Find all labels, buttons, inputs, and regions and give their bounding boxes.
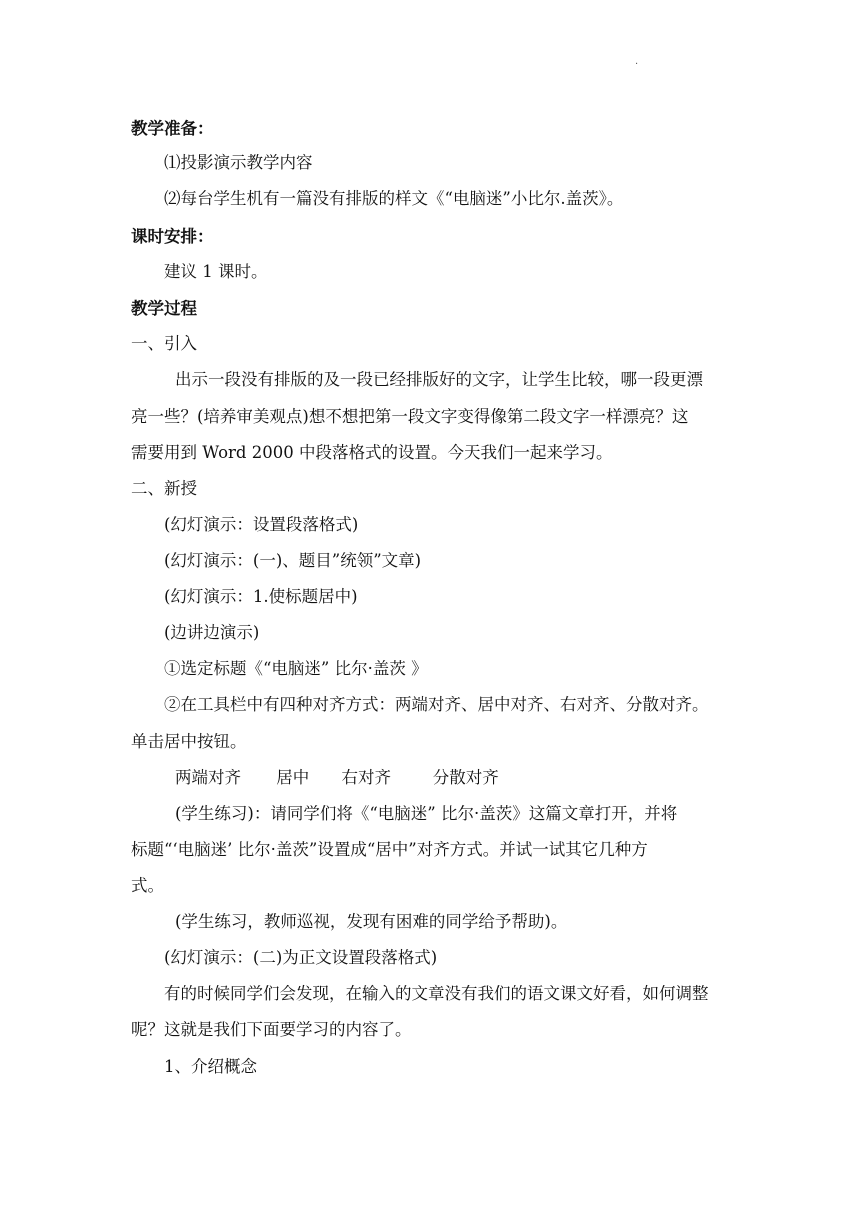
- practice-line-1: (学生练习)：请同学们将《“电脑迷” 比尔·盖茨》这篇文章打开，并将: [175, 804, 678, 823]
- body-line-1: 有的时候同学们会发现，在输入的文章没有我们的语文课文好看，如何调整: [164, 984, 709, 1003]
- demo-note: (边讲边演示): [164, 623, 260, 642]
- align-options-row: [175, 768, 775, 788]
- align-option-center: 居中: [276, 768, 310, 787]
- slide-1: (幻灯演示：设置段落格式): [164, 515, 359, 534]
- align-option-distributed: 分散对齐: [432, 768, 499, 787]
- new-heading: 二、新授: [131, 479, 197, 498]
- slide-2: (幻灯演示：(一)、题目”统领”文章): [164, 551, 422, 570]
- practice-line-2: 标题“‘电脑迷’ 比尔·盖茨”设置成“居中”对齐方式。并试一试其它几种方: [131, 840, 648, 859]
- step-2-line-1: ②在工具栏中有四种对齐方式：两端对齐、居中对齐、右对齐、分散对齐。: [164, 695, 709, 714]
- step-2-line-2: 单击居中按钮。: [131, 732, 247, 751]
- corner-mark: .: [635, 56, 639, 67]
- slide-4: (幻灯演示：(二)为正文设置段落格式): [164, 948, 438, 967]
- step-1: ①选定标题《“电脑迷” 比尔·盖茨 》: [164, 659, 428, 678]
- body-line-2: 呢？这就是我们下面要学习的内容了。: [131, 1020, 412, 1039]
- practice-line-3: 式。: [131, 876, 164, 895]
- process-heading: 教学过程: [131, 299, 197, 318]
- align-option-justify: 两端对齐: [175, 768, 241, 787]
- intro-heading: 一、引入: [131, 334, 197, 353]
- concept-item: 1、介绍概念: [164, 1057, 257, 1076]
- slide-3: (幻灯演示：1.使标题居中): [164, 587, 358, 606]
- intro-line-2: 亮一些？(培养审美观点)想不想把第一段文字变得像第二段文字一样漂亮？这: [131, 407, 689, 426]
- prep-item-2: ⑵每台学生机有一篇没有排版的样文《“电脑迷”小比尔.盖茨》。: [164, 189, 624, 208]
- align-option-right: 右对齐: [341, 768, 391, 787]
- prep-item-1: ⑴投影演示教学内容: [164, 153, 313, 172]
- prep-heading: 教学准备：: [131, 119, 214, 138]
- schedule-text: 建议 1 课时。: [164, 262, 268, 281]
- schedule-heading: 课时安排：: [131, 227, 214, 246]
- intro-line-1: 出示一段没有排版的及一段已经排版好的文字，让学生比较，哪一段更漂: [175, 370, 703, 389]
- practice-2: (学生练习，教师巡视，发现有困难的同学给予帮助)。: [175, 912, 568, 931]
- intro-line-3: 需要用到 Word 2000 中段落格式的设置。今天我们一起来学习。: [131, 443, 613, 462]
